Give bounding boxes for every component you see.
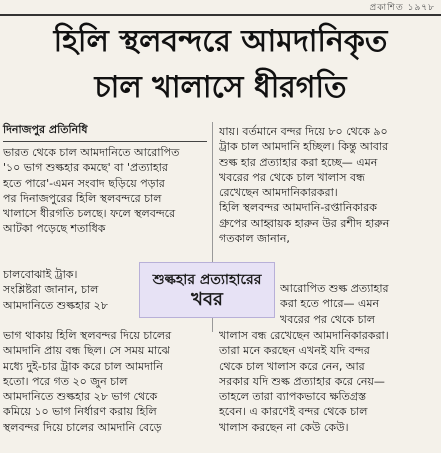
article-text-line: আরোপিত শুল্ক প্রত্যাহার — [280, 282, 389, 295]
article-wrap-right — [280, 281, 437, 327]
article-text-line: ভাগ থাকায় হিলি স্থলবন্দর দিয়ে চালের — [3, 329, 172, 342]
article-text-row — [3, 420, 437, 435]
article-text-line: করা হতে পারে— এমন — [280, 297, 380, 311]
article-text-line: স্থলবন্দর দিয়ে চালের আমদানি বেড়ে — [3, 420, 162, 434]
article-column-1 — [3, 145, 209, 237]
article-text-row — [3, 343, 437, 358]
article-text-line: পর দিনাজপুরের হিলি স্থলবন্দরে চাল — [3, 191, 162, 205]
article-text-row — [3, 404, 437, 419]
article-text-line: চালবোঝাই ট্রাক। — [3, 268, 78, 281]
article-text-line: মধ্যে দুই-চার ট্রাক করে চাল আমদানি — [3, 359, 163, 373]
article-text-line: আমদানিতে শুল্কহার ২৮ ভাগ থেকে — [3, 390, 158, 404]
article-text-row — [3, 389, 437, 404]
article-text-line: আটকা পড়েছে শতাধিক — [3, 222, 106, 236]
article-text-line: খালাস বন্ধ রেখেছেন আমদানিকারকরা। — [219, 329, 389, 342]
article-text-line: হতো। পরে গত ২০ জুন চাল — [3, 374, 128, 388]
byline-rule — [3, 141, 207, 142]
article-text-line: খবরের পর থেকে চাল — [280, 312, 375, 326]
article-text-line: '১০ ভাগ শুল্কহার কমছে' বা 'প্রত্যাহার — [3, 161, 168, 175]
article-text-line: গ্রুপের আহ্বায়ক হারুন উর রশীদ হারুন — [219, 216, 390, 230]
article-column-2 — [219, 124, 437, 246]
article-text-line: খালাস করছেন না কেউ কেউ। — [219, 420, 349, 434]
article-text-line: গতকাল জানান, — [219, 232, 290, 246]
article-text-line: খালাসে ধীরগতি চলছে। ফলে স্থলবন্দরে — [3, 207, 176, 221]
article-text-line: হতে পারে'-এমন সংবাদ ছড়িয়ে পড়ার — [3, 176, 165, 190]
article-text-line: হিলি স্থলবন্দর আমদানি-রপ্তানিকারক — [219, 201, 377, 215]
pull-quote-line-1: শুল্কহার প্রত্যাহারের — [152, 272, 262, 288]
article-text-line: যায়। বর্তমানে বন্দর দিয়ে ৮০ থেকে ৯০ — [219, 125, 388, 138]
pull-quote-line-2: খবর — [191, 289, 223, 310]
article-text-line: সংশ্লিষ্টরা জানান, চাল — [3, 283, 99, 297]
headline-line-1: হিলি স্থলবন্দরে আমদানিকৃত — [53, 24, 388, 59]
article-text-line: আমদানিতে শুল্কহার ২৮ — [3, 298, 108, 312]
article-text-line: হবেন। এ কারণেই বন্দর থেকে চাল — [219, 405, 368, 419]
article-text-line: আমদানি প্রায় বন্ধ ছিল। সে সময় মাঝে — [3, 344, 170, 358]
byline: দিনাজপুর প্রতিনিধি — [3, 123, 88, 136]
masthead-fragment: প্রকাশিত ১৯৭৮ — [369, 3, 435, 13]
article-text-line: থেকে চাল খালাস করে নেন, আর — [219, 359, 365, 373]
article-text-row — [3, 359, 437, 374]
article-text-row — [3, 328, 437, 343]
article-wrap-left — [3, 267, 133, 313]
article-text-line: সরকার যদি শুল্ক প্রত্যাহার করে নেয়— — [219, 374, 385, 388]
article-text-line: কমিয়ে ১০ ভাগ নির্ধারণ করায় হিলি — [3, 405, 157, 419]
article-text-line: ভারত থেকে চাল আমদানিতে আরোপিত — [3, 146, 180, 159]
pull-quote — [139, 262, 275, 318]
article-text-line: তারা মনে করছেন এখনই যদি বন্দর — [219, 344, 370, 358]
article-text-row — [3, 374, 437, 389]
article-text-line: তাহলে তারা ব্যাপকভাবে ক্ষতিগ্রস্ত — [219, 390, 367, 404]
article-text-line: খবরের পর থেকে চাল খালাস বন্ধ — [219, 170, 365, 184]
article-text-line: শুল্ক হার প্রত্যাহার করা হচ্ছে— এমন — [219, 155, 378, 169]
headline-line-2: চাল খালাসে ধীরগতি — [94, 70, 347, 105]
article-text-line: ট্রাক চাল আমদানি হচ্ছিল। কিন্তু আবার — [219, 140, 389, 154]
article-bottom-block — [3, 328, 437, 435]
article-text-line: রেখেছেন আমদানিকারকরা। — [219, 186, 338, 200]
headline — [0, 20, 441, 110]
top-rule — [0, 14, 441, 16]
